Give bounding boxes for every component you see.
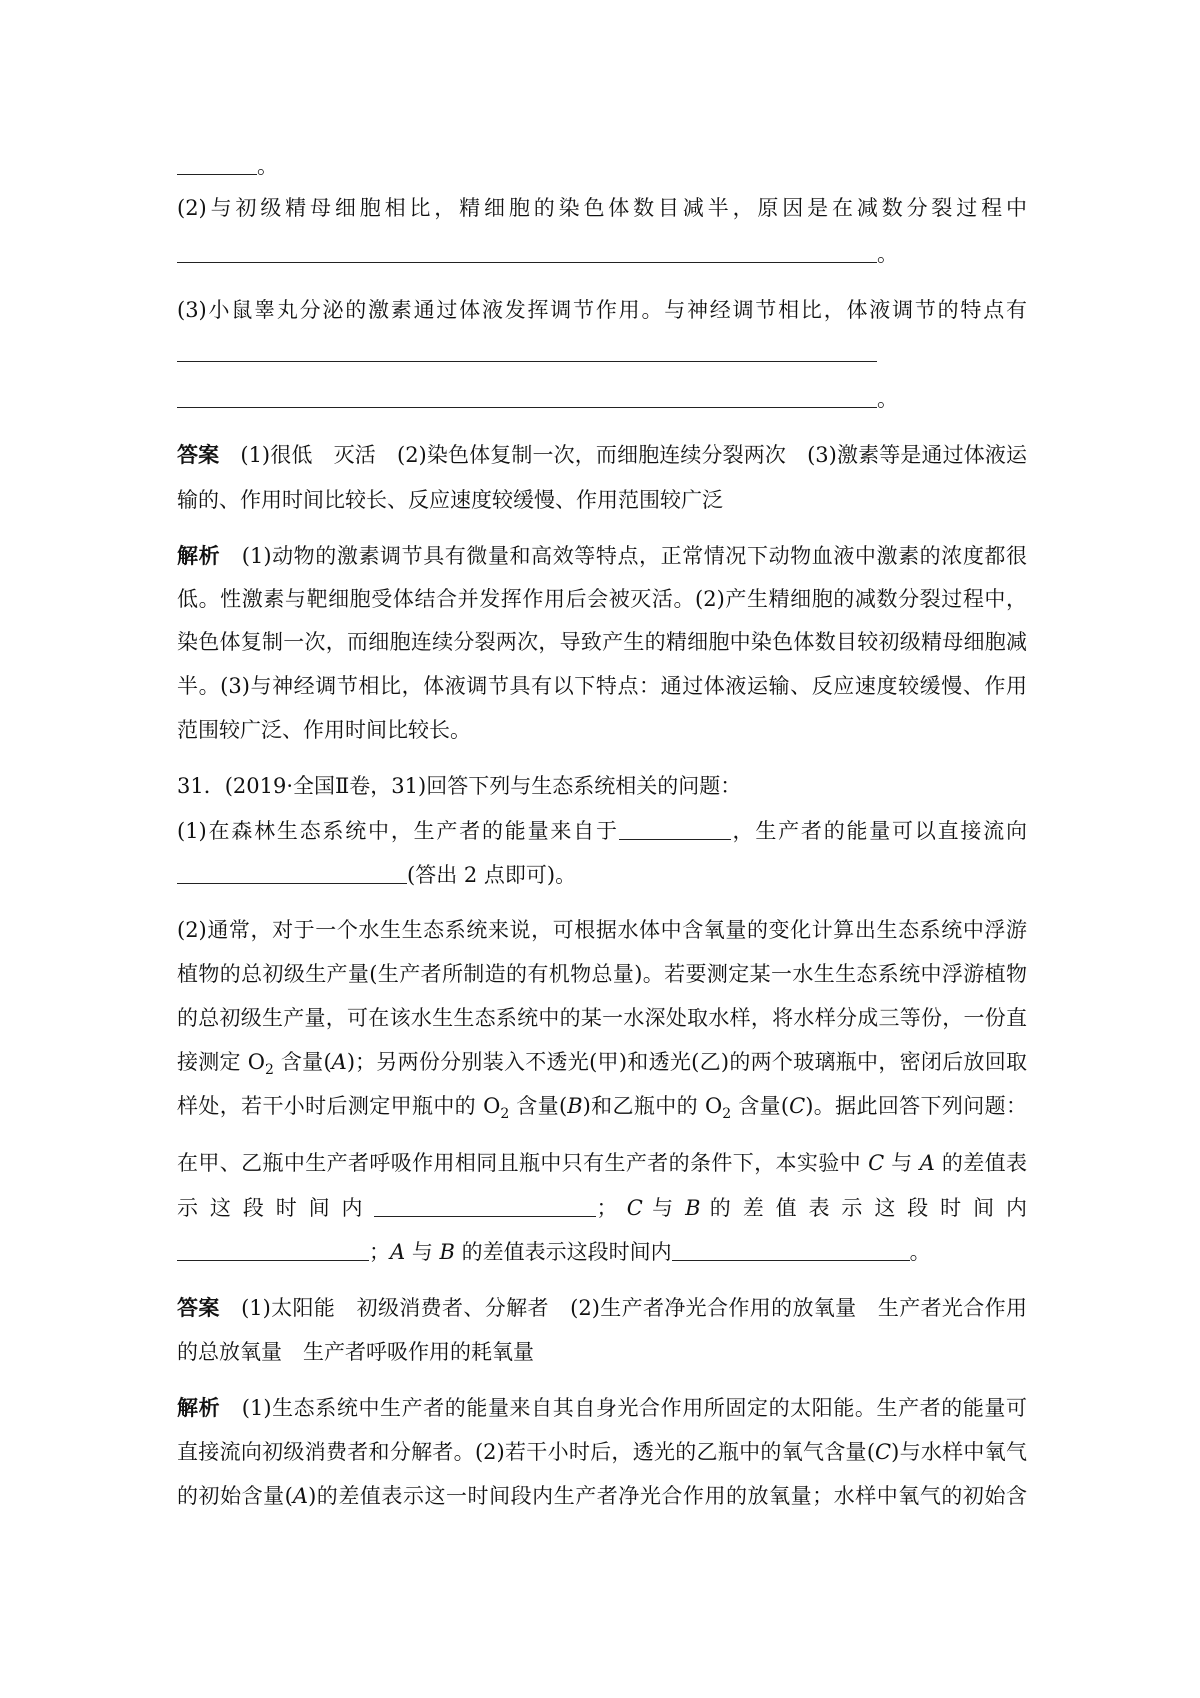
variable: C (868, 1151, 885, 1175)
analysis-1-line-1 (177, 541, 1027, 571)
subscript: 2 (265, 1062, 274, 1079)
variable: A (292, 1484, 309, 1508)
text: )的差值表示这一时间段内生产者净光合作用的放氧量；水样中氧气的初始含 (308, 1484, 1027, 1508)
answer-blank (177, 339, 877, 362)
answer-text: (1)很低 灭活 (2)染色体复制一次，而细胞连续分裂两次 (3)激素等是通过体液运 (240, 443, 1027, 467)
analysis-label: 解析 (177, 544, 221, 568)
text: ； (369, 1240, 390, 1264)
text: )；另两份分别装入不透光(甲)和透光(乙)的两个玻璃瓶中，密闭后放回取 (346, 1050, 1027, 1074)
answer-blank (177, 152, 257, 175)
text: 示 这 段 时 间 内 (177, 1196, 366, 1220)
text: 含量( (273, 1050, 332, 1074)
text: 的差值表示这段时间内 (454, 1240, 672, 1264)
period: 。 (877, 242, 898, 266)
q31-part2-line-1: (2)通常，对于一个水生生态系统来说，可根据水体中含氧量的变化计算出生态系统中浮游 (177, 918, 1027, 942)
q31-part2-line-4 (177, 1047, 1027, 1077)
q31-part2-line-5 (177, 1091, 1027, 1121)
variable: A (390, 1240, 406, 1264)
text: 样处，若干小时后测定甲瓶中的 O (177, 1094, 501, 1118)
answer-2-line-1 (177, 1293, 1027, 1323)
variable: C (626, 1196, 643, 1220)
q31-part1-line-2 (177, 859, 1027, 890)
answer-blank (177, 861, 407, 884)
analysis-text: (1)动物的激素调节具有微量和高效等特点，正常情况下动物血液中激素的浓度都很 (241, 544, 1028, 568)
q30-part2-blank-line (177, 238, 1027, 269)
q31-part2-line-3: 的总初级生产量，可在该水生生态系统中的某一水深处取水样，将水样分成三等份，一份直 (177, 1006, 1027, 1030)
subscript: 2 (500, 1106, 510, 1123)
analysis-1-line-2: 低。性激素与靶细胞受体结合并发挥作用后会被灭活。(2)产生精细胞的减数分裂过程中， (177, 587, 1027, 611)
answer-blank (374, 1194, 596, 1217)
text: 与 (652, 1196, 676, 1220)
analysis-1-line-5: 范围较广泛、作用时间比较长。 (177, 718, 471, 742)
q31-p1-text-c: (答出 2 点即可)。 (407, 863, 577, 887)
q31-part3-line-1 (177, 1148, 1027, 1178)
text: 。 (909, 1240, 931, 1264)
variable: A (919, 1151, 935, 1175)
analysis-1-line-4: 半。(3)与神经调节相比，体液调节具有以下特点：通过体液运输、反应速度较缓慢、作用 (177, 674, 1027, 698)
period: 。 (257, 154, 278, 178)
text: 含量( (509, 1094, 568, 1118)
q30-tail-line (177, 150, 1027, 181)
answer-blank (619, 817, 731, 840)
answer-blank (177, 240, 877, 263)
q30-part3: (3)小鼠睾丸分泌的激素通过体液发挥调节作用。与神经调节相比，体液调节的特点有 (177, 298, 1027, 322)
analysis-2-line-1 (177, 1393, 1027, 1423)
text: 的差值表 (934, 1151, 1027, 1175)
answer-blank (672, 1238, 910, 1261)
answer-blank (177, 1238, 369, 1261)
q31-part3-line-3 (177, 1236, 1027, 1267)
q30-part2: (2)与初级精母细胞相比，精细胞的染色体数目减半，原因是在减数分裂过程中 (177, 196, 1027, 220)
analysis-text: (1)生态系统中生产者的能量来自其自身光合作用所固定的太阳能。生产者的能量可 (241, 1396, 1028, 1420)
analysis-2-line-2 (177, 1437, 1027, 1467)
variable: B (439, 1240, 455, 1264)
period: 。 (877, 387, 898, 411)
analysis-1-line-3: 染色体复制一次，而细胞连续分裂两次，导致产生的精细胞中染色体数目较初级精母细胞减 (177, 630, 1027, 654)
answer-label: 答案 (177, 443, 220, 467)
text: 与 (405, 1240, 440, 1264)
text: 在甲、乙瓶中生产者呼吸作用相同且瓶中只有生产者的条件下，本实验中 (177, 1151, 869, 1175)
answer-2-line-2: 的总放氧量 生产者呼吸作用的耗氧量 (177, 1340, 534, 1364)
text: 的 差 值 表 示 这 段 时 间 内 (709, 1196, 1027, 1220)
q30-part3-blank-line-1 (177, 337, 1027, 368)
variable: B (567, 1094, 583, 1118)
answer-1-line-1 (177, 440, 1027, 470)
q31-part3-line-2 (177, 1192, 1027, 1223)
q31-part1-line-1 (177, 815, 1027, 846)
text: )和乙瓶中的 O (582, 1094, 723, 1118)
variable: B (685, 1196, 701, 1220)
subscript: 2 (722, 1106, 732, 1123)
text: 的初始含量( (177, 1484, 293, 1508)
answer-label: 答案 (177, 1296, 220, 1320)
q31-p1-text-b: ，生产者的能量可以直接流向 (730, 819, 1028, 843)
text: 与 (884, 1151, 920, 1175)
variable: C (789, 1094, 806, 1118)
answer-1-line-2: 输的、作用时间比较长、反应速度较缓慢、作用范围较广泛 (177, 488, 723, 512)
analysis-label: 解析 (177, 1396, 221, 1420)
text: )与水样中氧气 (891, 1440, 1027, 1464)
q30-part3-blank-line-2 (177, 383, 1027, 414)
text: 含量( (731, 1094, 790, 1118)
text: ； (596, 1196, 618, 1220)
text: 接测定 O (177, 1050, 266, 1074)
q31-p1-text-a: (1)在森林生态系统中，生产者的能量来自于 (177, 819, 619, 843)
text: )。据此回答下列问题： (805, 1094, 1027, 1118)
answer-blank (177, 385, 877, 408)
analysis-2-line-3 (177, 1481, 1027, 1511)
q31-part2-line-2: 植物的总初级生产量(生产者所制造的有机物总量)。若要测定某一水生生态系统中浮游植物 (177, 962, 1027, 986)
question-31-header: 31．(2019·全国Ⅱ卷，31)回答下列与生态系统相关的问题： (177, 774, 742, 798)
variable: C (875, 1440, 892, 1464)
text: 直接流向初级消费者和分解者。(2)若干小时后，透光的乙瓶中的氧气含量( (177, 1440, 876, 1464)
answer-text: (1)太阳能 初级消费者、分解者 (2)生产者净光合作用的放氧量 生产者光合作用 (241, 1296, 1028, 1320)
variable: A (331, 1050, 347, 1074)
